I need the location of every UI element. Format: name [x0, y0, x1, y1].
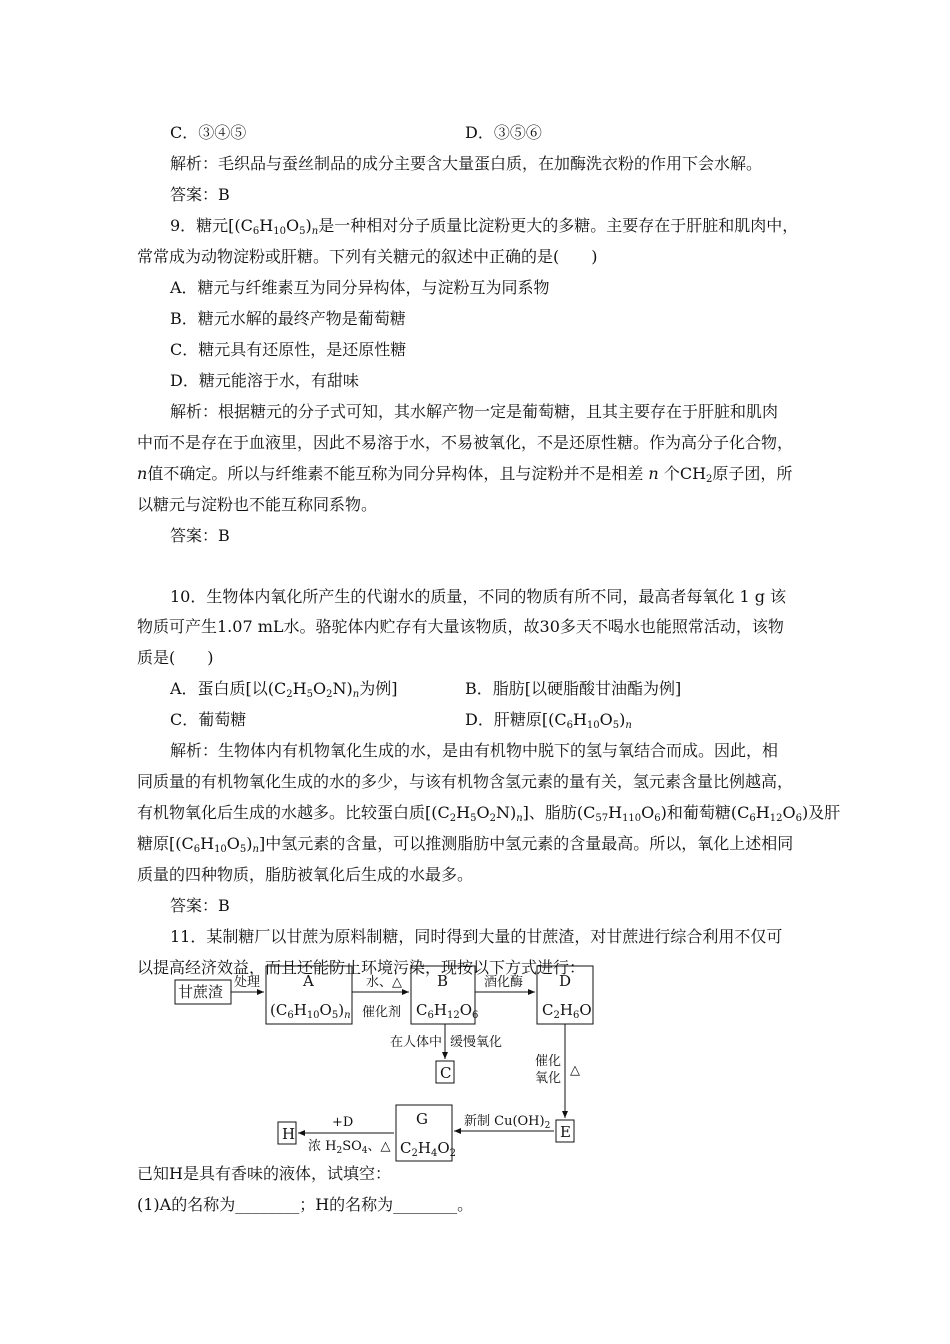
q10-answer: 答案：B	[170, 896, 230, 915]
q10-stem-line2: 物质可产生1.07 mL水。骆驼体内贮存有大量该物质，故30多天不喝水也能照常活动，该物	[137, 617, 784, 636]
formula-d: $C_2H_6O$	[542, 1001, 592, 1021]
q9-option-b: B．糖元水解的最终产物是葡萄糖	[170, 309, 406, 328]
label-d: D	[559, 972, 572, 990]
label-step2b: 催化剂	[362, 1005, 402, 1020]
q10-analysis-line3: 有机物氧化后生成的水越多。比较蛋白质$[(C_2H_5O_2N)_n]$、脂肪$(C_{57}H_{110}O_6)$和葡萄糖$(C_6H_{12}O_6)$及肝	[137, 803, 841, 824]
q9-answer: 答案：B	[170, 526, 230, 545]
label-step2a: 水、△	[366, 975, 402, 990]
formula-g: $C_2H_4O_2$	[400, 1139, 457, 1159]
q8-answer: 答案：B	[170, 185, 230, 204]
q10-analysis-line2: 同质量的有机物氧化生成的水的多少，与该有机物含氢元素的量有关，氢元素含量比例越高，	[137, 772, 794, 791]
sugarcane-flow-diagram	[170, 958, 610, 1168]
q9-analysis-line3: n值不确定。所以与纤维素不能互称为同分异构体，且与淀粉并不是相差 n 个$CH_2$原子团，所	[137, 464, 793, 485]
label-step5a: 催化	[535, 1054, 562, 1069]
q10-analysis-line5: 质量的四种物质，脂肪被氧化后生成的水最多。	[137, 865, 474, 884]
formula-b: $C_6H_{12}O_6$	[416, 1001, 479, 1021]
label-step7a: +D	[332, 1115, 354, 1130]
label-h: H	[282, 1125, 296, 1143]
q11-subquestion-1: (1)A的名称为________；H的名称为________。	[137, 1195, 474, 1214]
q9-option-d: D．糖元能溶于水，有甜味	[170, 371, 359, 390]
label-start: 甘蔗渣	[178, 983, 224, 1001]
q9-stem-line2: 常常成为动物淀粉或肝糖。下列有关糖元的叙述中正确的是( )	[137, 247, 598, 266]
q10-option-c: C．葡萄糖	[170, 710, 247, 729]
q10-stem-line3: 质是( )	[137, 648, 214, 667]
q11-stem-line2: 以提高经济效益，而且还能防止环境污染，现按以下方式进行：	[137, 958, 586, 977]
q10-analysis-line4: 糖原$[(C_6H_{10}O_5)_n]$中氢元素的含量，可以推测脂肪中氢元素的含量最高。所以，氧化上述相同	[137, 834, 794, 855]
q10-stem-line1: 10．生物体内氧化所产生的代谢水的质量，不同的物质有所不同，最高者每氧化 1 g 该	[170, 587, 787, 606]
label-step5b: 氧化	[535, 1071, 562, 1086]
q9-analysis-line1: 解析：根据糖元的分子式可知，其水解产物一定是葡萄糖，且其主要存在于肝脏和肌肉	[170, 402, 779, 421]
q10-option-d: D．肝糖原[$(C_6H_{10}O_5)_n$	[465, 710, 632, 731]
label-step3: 酒化酶	[484, 975, 524, 990]
q10-option-a: A．蛋白质[以$(C_2H_5O_2N)_n$为例]	[170, 679, 398, 700]
q10-analysis-line1: 解析：生物体内有机物氧化生成的水，是由有机物中脱下的氢与氧结合而成。因此，相	[170, 741, 779, 760]
label-g: G	[416, 1110, 428, 1128]
formula-a: $(C_6H_{10}O_5)_n$	[270, 1001, 351, 1021]
label-b: B	[437, 972, 449, 990]
q11-note: 已知H是具有香味的液体，试填空：	[137, 1164, 391, 1183]
label-step4b: 缓慢氧化	[450, 1035, 503, 1050]
label-step6: 新制 $Cu(OH)_2$	[464, 1114, 551, 1131]
label-e: E	[560, 1123, 571, 1141]
q9-stem-line1: 9．糖元[$(C_6H_{10}O_5)_n$是一种相对分子质量比淀粉更大的多糖。主要存在于肝脏和肌肉中，	[170, 216, 799, 237]
q8-option-d: D．③⑤⑥	[465, 123, 542, 142]
label-step5c: △	[570, 1063, 580, 1078]
q9-analysis-line2: 中而不是存在于血液里，因此不易溶于水，不易被氧化，不是还原性糖。作为高分子化合物，	[137, 433, 794, 452]
q9-analysis-line4: 以糖元与淀粉也不能互称同系物。	[137, 495, 378, 514]
label-c: C	[440, 1064, 452, 1082]
label-step7b: 浓 $H_2SO_4$、△	[308, 1139, 391, 1156]
label-a: A	[303, 972, 314, 990]
q11-stem-line1: 11．某制糖厂以甘蔗为原料制糖，同时得到大量的甘蔗渣，对甘蔗进行综合利用不仅可	[170, 927, 783, 946]
q9-option-c: C．糖元具有还原性，是还原性糖	[170, 340, 407, 359]
q10-option-b: B．脂肪[以硬脂酸甘油酯为例]	[465, 679, 682, 698]
label-step1: 处理	[234, 975, 261, 990]
q8-option-c: C．③④⑤	[170, 123, 247, 142]
q9-option-a: A．糖元与纤维素互为同分异构体，与淀粉互为同系物	[170, 278, 550, 297]
q8-analysis: 解析：毛织品与蚕丝制品的成分主要含大量蛋白质，在加酶洗衣粉的作用下会水解。	[170, 154, 763, 173]
label-step4a: 在人体中	[390, 1035, 443, 1050]
